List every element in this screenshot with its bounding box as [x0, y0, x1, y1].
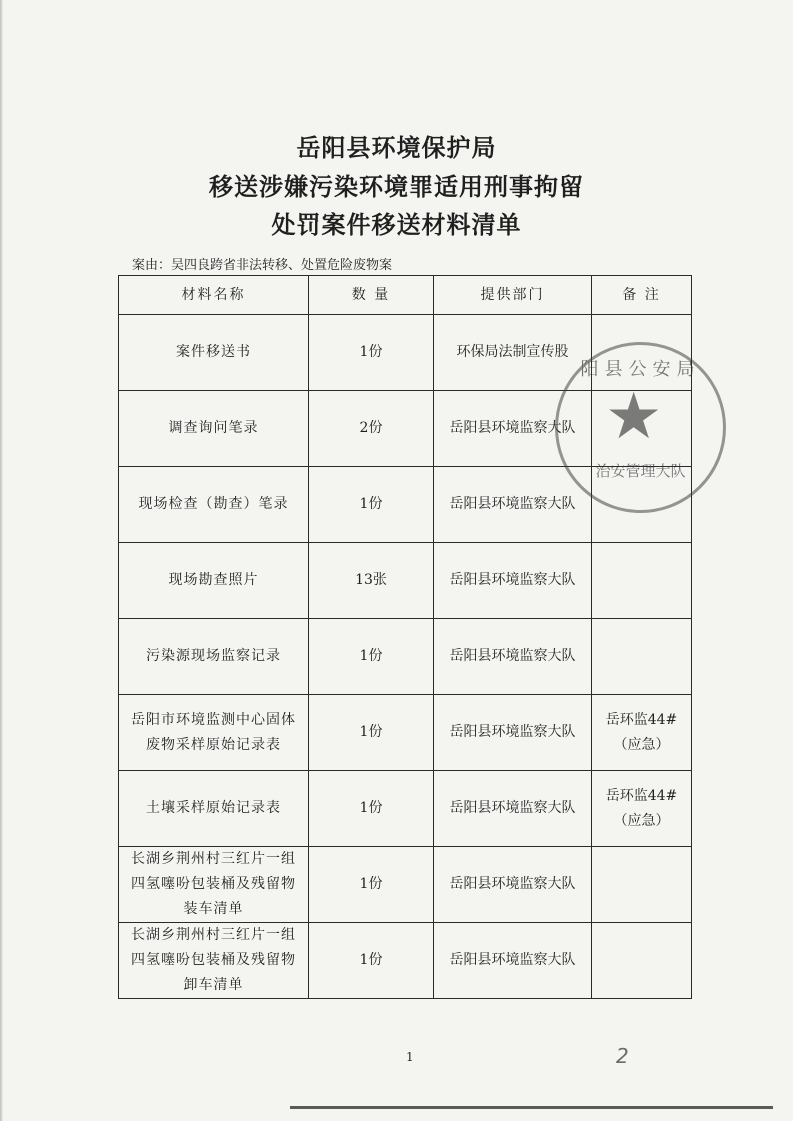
material-quantity: 1份: [309, 771, 434, 847]
table-row: [119, 315, 692, 391]
material-department: 岳阳县环境监察大队: [434, 467, 592, 543]
material-quantity: 1份: [309, 847, 434, 923]
header-material-name: 材料名称: [119, 276, 309, 315]
material-note: 岳环监44#（应急）: [592, 771, 692, 847]
seal-top-text: 阳县公安局: [580, 359, 701, 380]
material-department: 岳阳县环境监察大队: [434, 695, 592, 771]
table-row: [119, 391, 692, 467]
table-row: [119, 923, 692, 999]
table-row: [119, 619, 692, 695]
material-quantity: 1份: [309, 315, 434, 391]
material-note: [592, 923, 692, 999]
material-name: 长湖乡荆州村三红片一组四氢噻吩包装桶及残留物装车清单: [119, 847, 309, 923]
seal-bottom-text: 治安管理大队: [595, 462, 686, 480]
material-note: [592, 847, 692, 923]
header-quantity: 数 量: [309, 276, 434, 315]
material-department: 岳阳县环境监察大队: [434, 923, 592, 999]
page-number: 1: [406, 1050, 414, 1064]
material-note: [592, 315, 692, 391]
header-note: 备 注: [592, 276, 692, 315]
material-name: 现场检查（勘查）笔录: [119, 467, 309, 543]
table-row: [119, 695, 692, 771]
material-name: 案件移送书: [119, 315, 309, 391]
page-edge-bottom: [290, 1106, 773, 1109]
material-department: 岳阳县环境监察大队: [434, 543, 592, 619]
table-header-row: [119, 276, 692, 315]
material-quantity: 1份: [309, 467, 434, 543]
table-row: [119, 847, 692, 923]
material-department: 岳阳县环境监察大队: [434, 771, 592, 847]
document-title-line-1: 移送涉嫌污染环境罪适用刑事拘留: [209, 172, 584, 201]
material-department: 岳阳县环境监察大队: [434, 847, 592, 923]
star-icon: ★: [605, 380, 663, 454]
handwritten-page-number: 2: [616, 1044, 629, 1068]
material-name: 土壤采样原始记录表: [119, 771, 309, 847]
material-note: [592, 619, 692, 695]
material-department: 环保局法制宣传股: [434, 315, 592, 391]
material-quantity: 1份: [309, 695, 434, 771]
material-department: 岳阳县环境监察大队: [434, 619, 592, 695]
material-name: 长湖乡荆州村三红片一组四氢噻吩包装桶及残留物卸车清单: [119, 923, 309, 999]
materials-table: [118, 275, 692, 999]
material-quantity: 2份: [309, 391, 434, 467]
material-note: [592, 543, 692, 619]
case-description: 案由：吴四良跨省非法转移、处置危险废物案: [132, 258, 393, 273]
material-quantity: 1份: [309, 619, 434, 695]
material-quantity: 13张: [309, 543, 434, 619]
material-name: 现场勘查照片: [119, 543, 309, 619]
material-note: [592, 391, 692, 467]
material-name: 岳阳市环境监测中心固体废物采样原始记录表: [119, 695, 309, 771]
material-quantity: 1份: [309, 923, 434, 999]
material-note: [592, 467, 692, 543]
organization-title: 岳阳县环境保护局: [296, 133, 497, 162]
material-note: 岳环监44#（应急）: [592, 695, 692, 771]
header-department: 提供部门: [434, 276, 592, 315]
document-title-line-2: 处罚案件移送材料清单: [271, 210, 522, 239]
material-department: 岳阳县环境监察大队: [434, 391, 592, 467]
table-row: [119, 771, 692, 847]
table-row: [119, 543, 692, 619]
table-row: [119, 467, 692, 543]
material-name: 污染源现场监察记录: [119, 619, 309, 695]
material-name: 调查询问笔录: [119, 391, 309, 467]
